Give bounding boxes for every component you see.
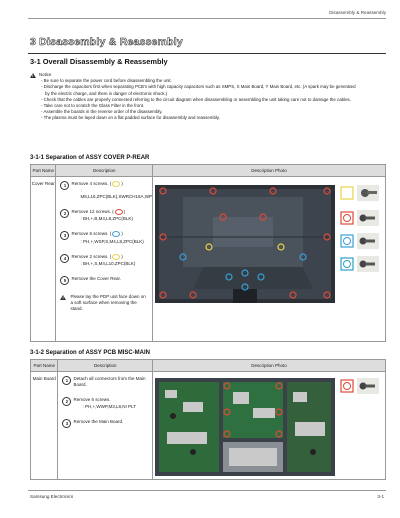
red-marker-icon [115, 209, 123, 215]
col-photo: Description Photo [153, 165, 386, 177]
notice-item: - Check that the cables are properly connected referring to the circuit diagram when disassembling or assembling the unit taking care not to damage the cables. [41, 96, 351, 102]
photo-cell [153, 177, 386, 342]
col-photo: Description Photo [153, 360, 386, 372]
header-title: Disassembly & Reassembly [329, 10, 386, 15]
yellow-marker-icon [112, 181, 120, 187]
step-4: 4 Remove 2 screws. ( ) : BH,+,S,M4,L10,ZPC(BLK) [60, 254, 152, 267]
step-1: 1 Remove 4 screws. ( ) : M8,L16,ZPC(BLK),SWRCH18A,WP [60, 181, 152, 200]
col-part-name: Part Name [31, 165, 56, 177]
caution-note: ! Please lay the PDP unit face down on a soft surface when removing the stand. [60, 294, 152, 312]
warning-icon [60, 295, 66, 300]
footer-rule [28, 490, 386, 491]
notice-title: Notice [39, 72, 52, 77]
part-name-cell: Cover Rear [31, 177, 56, 342]
photo-cell [153, 372, 386, 480]
step-2: 2 Remove 6 screws. : PH,+,WWP,M3,L8,NI PLT [62, 397, 152, 410]
header-rule [28, 18, 386, 19]
chapter-title: 3 Disassembly & Reassembly [30, 36, 183, 48]
step-3: 3 Remove the Main Board. [62, 419, 152, 428]
step-2: 2 Remove 12 screws. ( ) : BH,+,B,M4,L8,ZPC(BLK) [60, 209, 152, 222]
description-cell [56, 177, 153, 342]
col-description: Description [58, 360, 153, 372]
yellow-marker-icon [112, 254, 120, 260]
description-cell [58, 372, 153, 480]
notice-block [30, 72, 360, 122]
part-name-cell: Main Board [31, 372, 58, 480]
warning-icon [30, 73, 36, 78]
col-description: Description [56, 165, 153, 177]
notice-item: - Discharge the capacitors first when separating PCB's with high capacity capacitors such as SMPS, X Main Board, Y Main Board, etc. (A spark may be generated by the electric charge, and there is danger of electronic shock.) [41, 84, 356, 96]
blue-marker-icon [112, 231, 120, 237]
step-1: 1 Detach all connectors from the Main Board. [62, 376, 152, 388]
main-board-photo [153, 372, 385, 478]
page-number: 3-1 [377, 494, 384, 499]
subsection-title-cover-rear: 3-1-1 Separation of ASSY COVER P-REAR [30, 155, 150, 161]
notice-item: - Assemble the boards in the reverse order of the disassembly. [41, 109, 163, 115]
notice-item: - Take care not to scratch the Glass Filter in the front. [41, 103, 145, 109]
step-5: 5 Remove the Cover Rear. [60, 276, 152, 285]
step-3: 3 Remove 6 screws. ( ) : PH,+,WSP,S,M4,L8,ZPC(BLK) [60, 231, 152, 244]
subsection-title-main-board: 3-1-2 Separation of ASSY PCB MISC-MAIN [30, 350, 151, 356]
chapter-rule [28, 53, 386, 54]
notice-item: - Be sure to separate the power cord before disassembling the unit. [41, 78, 172, 84]
rear-cover-photo [153, 177, 385, 340]
procedure-table-cover-rear [30, 164, 386, 342]
notice-item: - The plasma must be layed down on a flat padded surface for disassembly and reassembly. [41, 115, 220, 121]
footer-company: Samsung Electronics [30, 494, 74, 499]
procedure-table-main-board [30, 359, 386, 480]
section-title: 3-1 Overall Disassembly & Reassembly [30, 57, 168, 66]
col-part-name: Part Name [31, 360, 58, 372]
